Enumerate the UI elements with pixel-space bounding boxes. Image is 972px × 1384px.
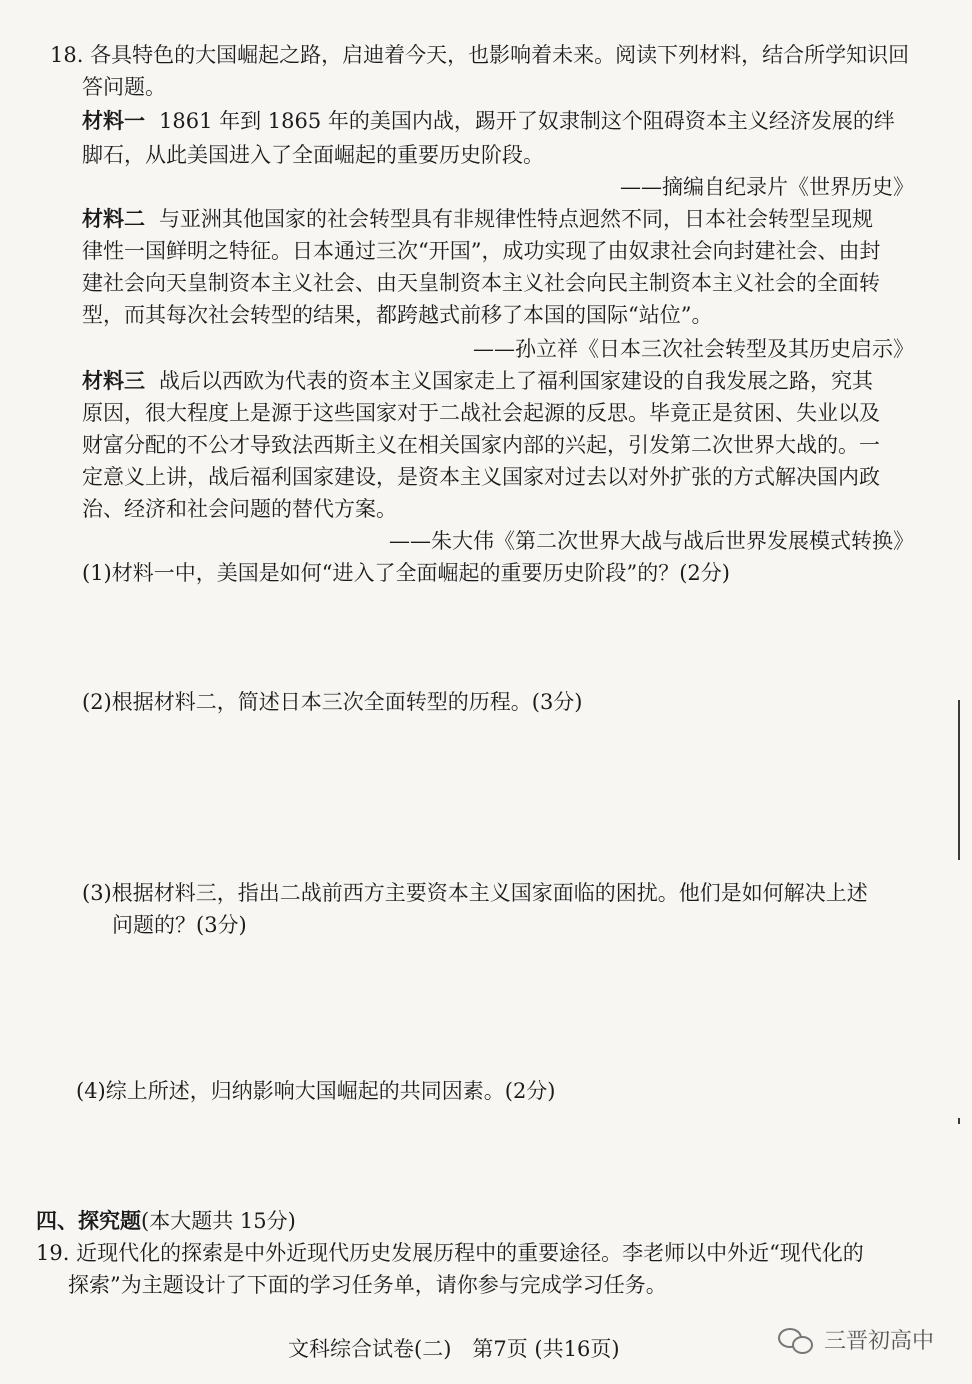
material3-line-4: 定意义上讲，战后福利国家建设，是资本主义国家对过去以对外扩张的方式解决国内政 bbox=[82, 465, 880, 489]
material3-text-1: 战后以西欧为代表的资本主义国家走上了福利国家建设的自我发展之路，究其 bbox=[159, 369, 873, 393]
material1-source: ——摘编自纪录片《世界历史》 bbox=[620, 175, 914, 199]
material3-line-1 bbox=[82, 366, 873, 396]
material3-line-3: 财富分配的不公才导致法西斯主义在相关国家内部的兴起，引发第二次世界大战的。一 bbox=[82, 433, 880, 457]
material1-text-1: 1861 年到 1865 年的美国内战，踢开了奴隶制这个阻碍资本主义经济发展的绊 bbox=[159, 109, 895, 133]
material2-line-1 bbox=[82, 204, 873, 234]
section4-title: 四、探究题 bbox=[36, 1209, 141, 1233]
material3-label: 材料三 bbox=[82, 369, 145, 393]
material2-line-3: 建社会向天皇制资本主义社会、由天皇制资本主义社会向民主制资本主义社会的全面转 bbox=[82, 271, 880, 295]
material3-line-5: 治、经济和社会问题的替代方案。 bbox=[82, 497, 397, 521]
material1-line-1 bbox=[82, 106, 895, 136]
material2-line-2: 律性一国鲜明之特征。日本通过三次“开国”，成功实现了由奴隶社会向封建社会、由封 bbox=[82, 239, 881, 263]
material3-source: ——朱大伟《第二次世界大战与战后世界发展模式转换》 bbox=[389, 529, 914, 553]
material3-line-2: 原因，很大程度上是源于这些国家对于二战社会起源的反思。毕竟正是贫困、失业以及 bbox=[82, 401, 880, 425]
q18-stem-line-2: 答问题。 bbox=[82, 75, 166, 99]
section4-heading bbox=[36, 1206, 296, 1236]
material2-text-1: 与亚洲其他国家的社会转型具有非规律性特点迥然不同，日本社会转型呈现规 bbox=[159, 207, 873, 231]
q18-subquestion-3-line-2: 问题的？(3分) bbox=[112, 913, 247, 937]
watermark bbox=[778, 1324, 934, 1355]
q18-subquestion-4: (4)综上所述，归纳影响大国崛起的共同因素。(2分) bbox=[76, 1079, 556, 1103]
q18-subquestion-3-line-1: (3)根据材料三，指出二战前西方主要资本主义国家面临的困扰。他们是如何解决上述 bbox=[82, 881, 868, 905]
binding-edge-mark bbox=[958, 700, 960, 860]
binding-edge-dot bbox=[958, 1118, 960, 1124]
wechat-icon bbox=[778, 1326, 814, 1354]
q18-stem-line-1: 18. 各具特色的大国崛起之路，启迪着今天，也影响着未来。阅读下列材料，结合所学知识回 bbox=[50, 43, 910, 67]
watermark-text: 三晋初高中 bbox=[824, 1329, 935, 1354]
q18-subquestion-2: (2)根据材料二，简述日本三次全面转型的历程。(3分) bbox=[82, 690, 583, 714]
material2-line-4: 型，而其每次社会转型的结果，都跨越式前移了本国的国际“站位”。 bbox=[82, 303, 713, 327]
q19-stem-line-1: 19. 近现代化的探索是中外近现代历史发展历程中的重要途径。李老师以中外近“现代化的 bbox=[36, 1241, 864, 1265]
page-footer: 文科综合试卷(二) 第7页 (共16页) bbox=[288, 1337, 620, 1361]
material1-line-2: 脚石，从此美国进入了全面崛起的重要历史阶段。 bbox=[82, 143, 544, 167]
material2-source: ——孙立祥《日本三次社会转型及其历史启示》 bbox=[473, 337, 914, 361]
q19-stem-line-2: 探索”为主题设计了下面的学习任务单，请你参与完成学习任务。 bbox=[68, 1273, 667, 1297]
material1-label: 材料一 bbox=[82, 109, 145, 133]
section4-note: (本大题共 15分) bbox=[141, 1209, 296, 1233]
material2-label: 材料二 bbox=[82, 207, 145, 231]
q18-subquestion-1: (1)材料一中，美国是如何“进入了全面崛起的重要历史阶段”的？(2分) bbox=[82, 561, 730, 585]
